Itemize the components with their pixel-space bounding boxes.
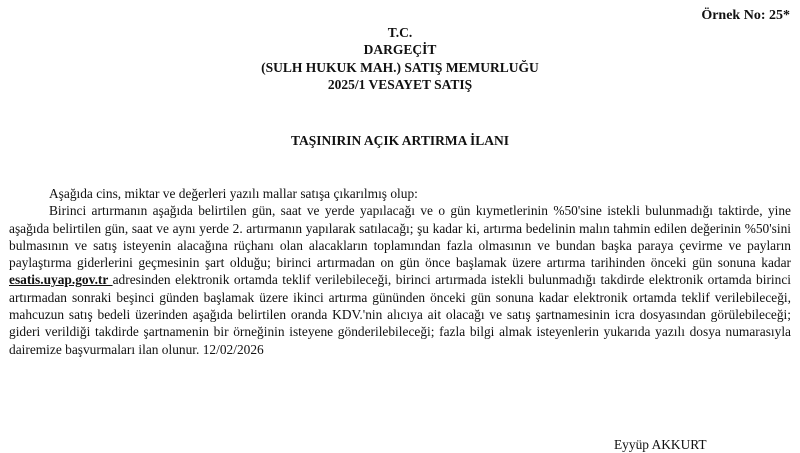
header-line-tc: T.C.: [387, 25, 413, 40]
sample-number: Örnek No: 25*: [701, 8, 790, 23]
notice-body: [9, 185, 791, 358]
terms-paragraph: [9, 202, 791, 358]
terms-text-after-link: adresinden elektronik ortamda teklif verilebileceği, birinci artırmada istekli bulunmadığı takdirde elektronik ortamda birinci artırmadan sonraki beşinci günden başlamak üzere ikinci artırma gününden önceki gün sonuna kadar elektronik ortamda teklif verilebileceği, mahcuzun satış bedeli üzerinden aşağıda belirtilen oranda KDV.'nin alıcıya ait olacağı ve satış şartnamesinin icra dosyasından görülebileceği; gideri verildiği takdirde şartnamenin bir örneğinin isteyene gönderilebileceği; fazla bilgi almak isteyenlerin yukarıda yazılı dosya numarasıyla dairemize başvurmaları ilan olunur. 12/02/2026: [9, 272, 791, 357]
terms-text-before-link: Birinci artırmanın aşağıda belirtilen gün, saat ve yerde yapılacağı ve o gün kıymetlerinin %50'sine istekli bulunmadığı taktirde, yine aşağıda belirtilen gün, saat ve aynı yerde 2. artırmanın yapılarak satılacağı; şu kadar ki, artırma bedelinin malın tahmin edilen değerinin %50'sini bulmasının ve satış isteyenin alacağına rüçhanı olan alacakların toplamından fazla olmasının ve bundan başka paraya çevirme ve payların paylaştırma giderlerini geçmesinin şart olduğu; birinci artırmadan on gün önce başlamak üzere artırma tarihinden önceki gün sonuna kadar: [9, 203, 791, 271]
header-line-office: (SULH HUKUK MAH.) SATIŞ MEMURLUĞU: [261, 59, 539, 75]
header-line-file-number: 2025/1 VESAYET SATIŞ: [327, 76, 473, 92]
notice-title: TAŞINIRIN AÇIK ARTIRMA İLANI: [291, 133, 509, 148]
intro-paragraph: Aşağıda cins, miktar ve değerleri yazılı mallar satışa çıkarılmış olup:: [49, 186, 418, 201]
signer-name: Eyyüp AKKURT: [614, 437, 707, 452]
esatis-link[interactable]: esatis.uyap.gov.tr: [9, 272, 113, 288]
document-header: [0, 24, 800, 93]
header-line-district: DARGEÇİT: [363, 42, 437, 58]
